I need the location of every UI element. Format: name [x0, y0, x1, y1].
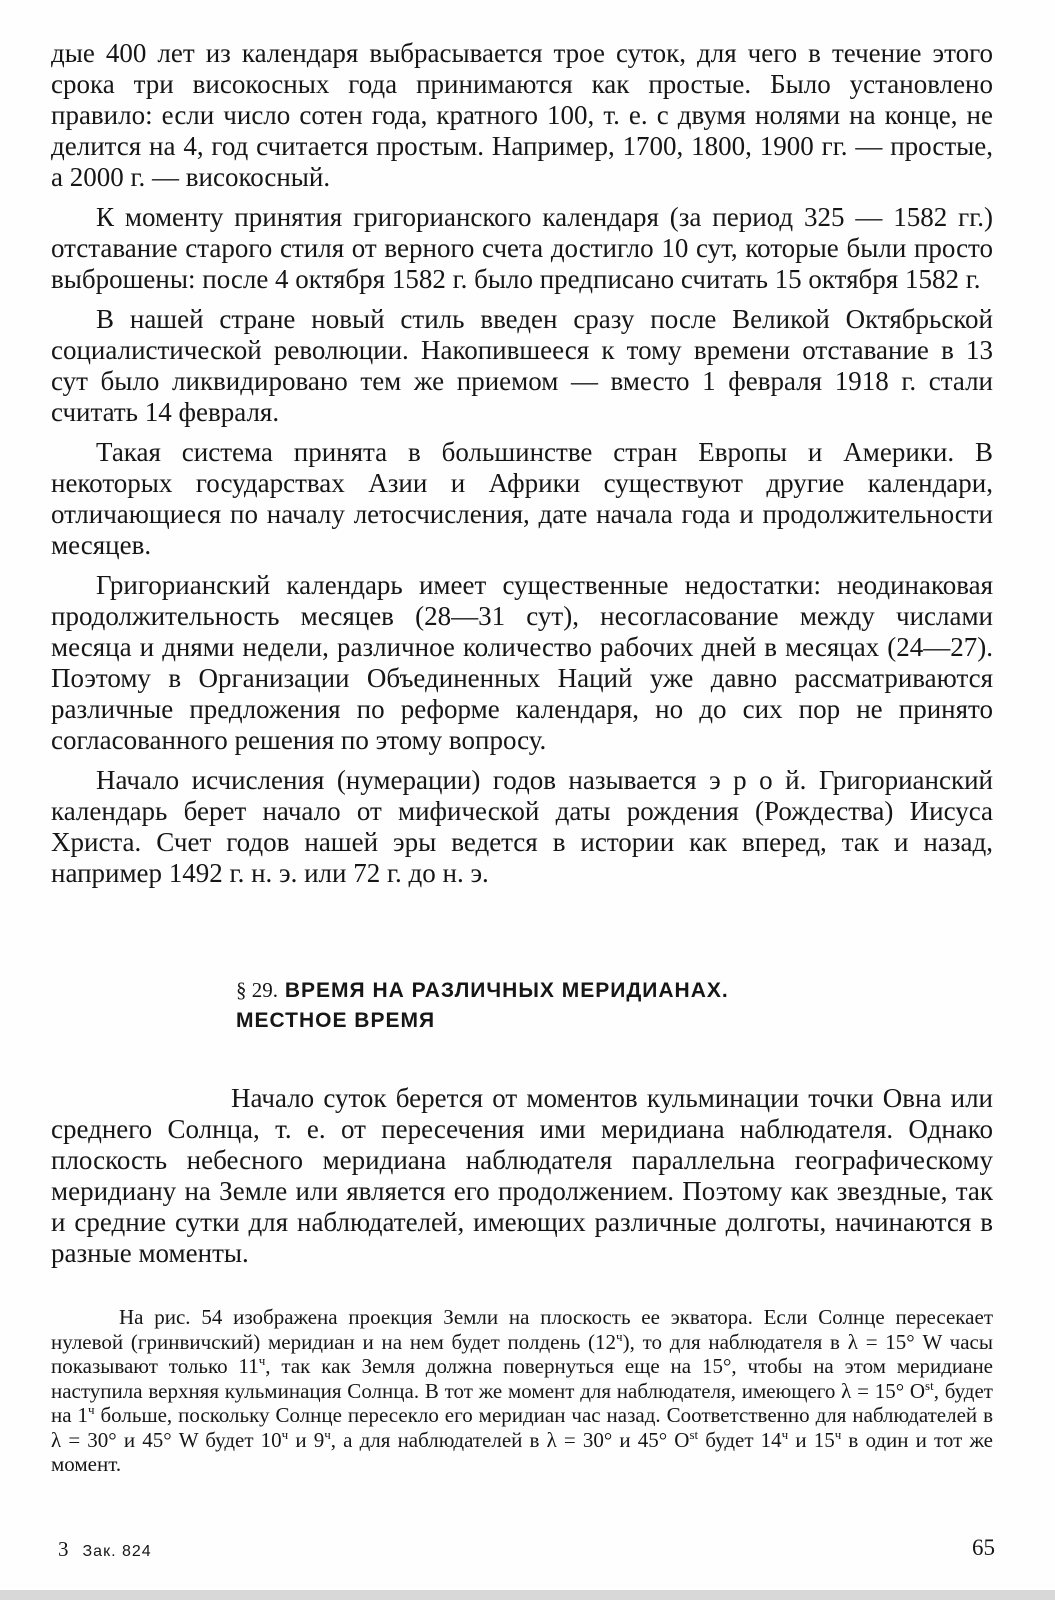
section-body — [51, 1083, 993, 1269]
order-number: Зак. 824 — [82, 1543, 152, 1560]
section-title-line-1: ВРЕМЯ НА РАЗЛИЧНЫХ МЕРИДИАНАХ. — [284, 979, 729, 1002]
signature-number: 3 — [58, 1537, 69, 1561]
section-heading-line-1 — [236, 975, 876, 1006]
section-heading — [236, 975, 876, 1036]
paragraph-figure-54-explanation: На рис. 54 изображена проекция Земли на плоскость ее экватора. Если Солнце пересекает нулевой (гринвичский) меридиан и на нем будет полдень $(12^ч)$, то для наблюдателя в λ = 15° W часы показывают только $11^ч$, так как Земля должна повернуться еще на 15°, чтобы на этом меридиане наступила верхняя кульминация Солнца. В тот же момент для наблюдателя, имеющего λ = 15° $O^{st}$, будет на $1^ч$ больше, поскольку Солнце пересекло его меридиан час назад. Соответственно для наблюдателей в λ = 30° и 45° W будет $10^ч$ и $9^ч$, а для наблюдателей в λ = 30° и 45° $O^{st}$ будет $14^ч$ и $15^ч$ в один и тот же момент. — [51, 1305, 994, 1476]
small-print-note — [51, 1305, 993, 1477]
paragraph-leap-year-rule: дые 400 лет из календаря выбрасывается трое суток, для чего в течение этого срока три високосных года принимаются как простые. Было установлено правило: если число сотен года, кратного 100, т. е. с двумя нолями на конце, не делится на 4, год считается простым. Например, 1700, 1800, 1900 гг. — простые, а 2000 г. — високосный. — [51, 38, 993, 192]
page-number: 65 — [972, 1535, 995, 1560]
paragraph-gregorian-adoption: К моменту принятия григорианского календаря (за период 325 — 1582 гг.) отставание старого стиля от верного счета достигло 10 сут, которые были просто выброшены: после 4 октября 1582 г. было предписано считать 15 октября 1582 г. — [51, 202, 993, 294]
paragraph-day-start: Начало суток берется от моментов кульминации точки Овна или среднего Солнца, т. е. от пересечения ими меридиана наблюдателя. Однако плоскость небесного меридиана наблюдателя параллельна географическому меридиану на Земле или является его продолжением. Поэтому как звездные, так и средние сутки для наблюдателей, имеющих различные долготы, начинаются в разные моменты. — [51, 1083, 993, 1268]
printer-signature — [58, 1537, 152, 1562]
section-number: § 29. — [236, 978, 278, 1002]
paragraph-other-calendars: Такая система принята в большинстве стран Европы и Америки. В некоторых государствах Азии и Африки существуют другие календари, отличающиеся по началу летосчисления, дате начала года и продолжительности месяцев. — [51, 437, 993, 560]
paragraph-new-style-russia: В нашей стране новый стиль введен сразу после Великой Октябрьской социалистической революции. Накопившееся к тому времени отставание в 13 сут было ликвидировано тем же приемом — вместо 1 февраля 1918 г. стали считать 14 февраля. — [51, 304, 993, 427]
page-bottom-edge — [0, 1590, 1055, 1600]
section-title-line-2: МЕСТНОЕ ВРЕМЯ — [236, 1009, 436, 1032]
body-text — [51, 38, 993, 898]
paragraph-era: Начало исчисления (нумерации) годов называется э р о й. Григорианский календарь берет начало от мифической даты рождения (Рождества) Иисуса Христа. Счет годов нашей эры ведется в истории как вперед, так и назад, например 1492 г. н. э. или 72 г. до н. э. — [51, 765, 993, 888]
paragraph-calendar-drawbacks: Григорианский календарь имеет существенные недостатки: неодинаковая продолжительность месяцев (28—31 сут), несогласование между числами месяца и днями недели, различное количество рабочих дней в месяцах (24—27). Поэтому в Организации Объединенных Наций уже давно рассматриваются различные предложения по реформе календаря, но до сих пор не принято согласованного решения по этому вопросу. — [51, 570, 993, 755]
